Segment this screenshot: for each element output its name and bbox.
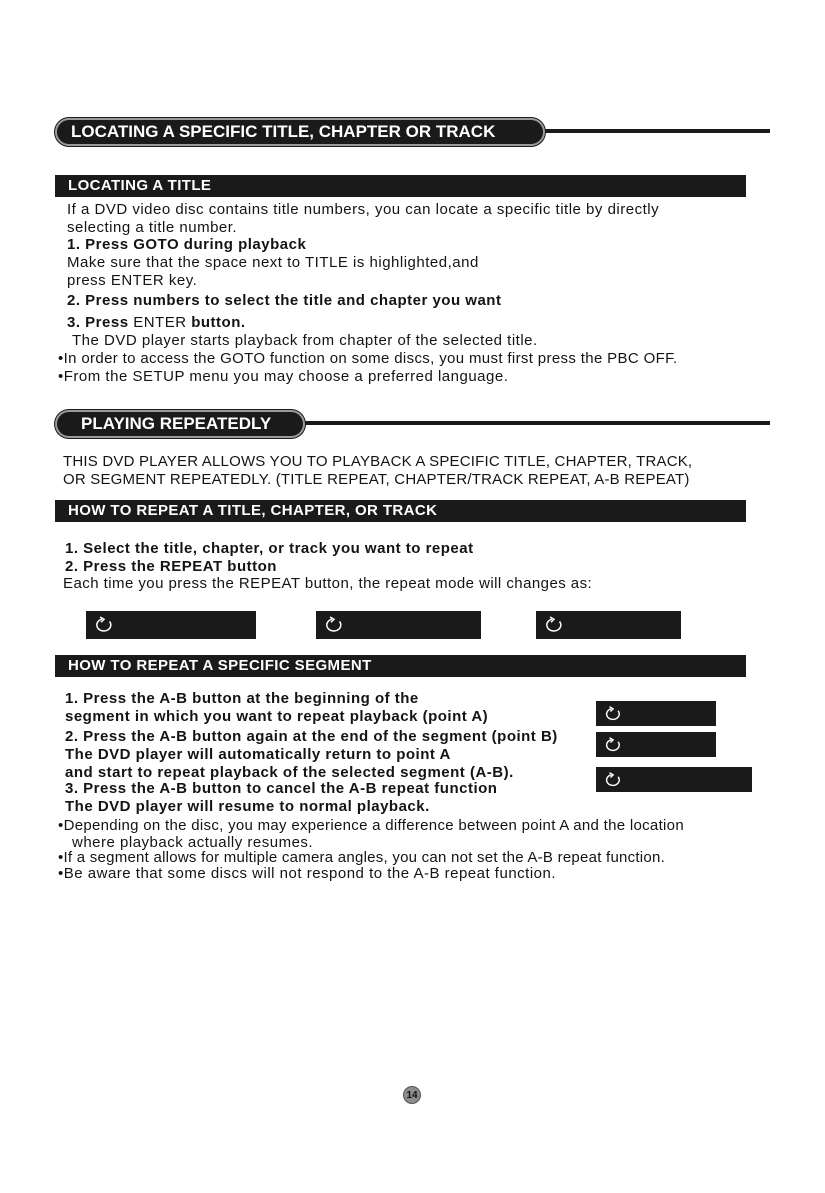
bullet: •	[58, 849, 64, 866]
ab-repeat-display-off	[596, 767, 752, 792]
page-number: 14	[403, 1086, 421, 1104]
step-3-suffix: button.	[191, 314, 246, 331]
repeat-icon	[604, 705, 624, 723]
repeat-icon	[94, 615, 116, 635]
section-rule	[300, 421, 770, 425]
segment-note-1-line-2: where playback actually resumes.	[72, 834, 314, 851]
repeat-step-2: 2. Press the REPEAT button	[65, 558, 277, 575]
repeat-mode-display-1	[86, 611, 256, 639]
segment-step-2-line-1: 2. Press the A-B button again at the end of the segment (point B)	[65, 728, 558, 745]
step-1-goto: 1. Press GOTO during playback	[67, 236, 307, 253]
repeat-step-2-desc: Each time you press the REPEAT button, the repeat mode will changes as:	[63, 575, 593, 592]
note-text: From the SETUP menu you may choose a preferred language.	[63, 368, 509, 385]
section-rule	[540, 129, 770, 133]
segment-note-1-line-1	[58, 817, 684, 835]
intro-line-2: selecting a title number.	[67, 219, 238, 236]
repeat-step-1: 1. Select the title, chapter, or track you want to repeat	[65, 540, 474, 557]
note-goto-pbc	[58, 350, 677, 368]
segment-step-2-line-3: and start to repeat playback of the selected segment (A-B).	[65, 764, 514, 781]
bullet: •	[58, 817, 64, 834]
repeat-icon	[604, 736, 624, 754]
step-3-label: 3. Press	[67, 314, 129, 331]
note-text: If a segment allows for multiple camera angles, you can not set the A-B repeat function.	[63, 849, 665, 866]
subsection-title-repeat-title: HOW TO REPEAT A TITLE, CHAPTER, OR TRACK	[55, 500, 746, 522]
step-2-numbers: 2. Press numbers to select the title and chapter you want	[67, 292, 502, 309]
bullet: •	[58, 368, 64, 385]
note-setup-language	[58, 368, 508, 386]
subsection-title-locating-title: LOCATING A TITLE	[55, 175, 746, 197]
note-text: Depending on the disc, you may experience a difference between point A and the location	[63, 817, 684, 834]
step-3-key: ENTER	[133, 314, 187, 331]
ab-repeat-display-a	[596, 701, 716, 726]
note-text: In order to access the GOTO function on some discs, you must first press the PBC OFF.	[63, 350, 678, 367]
subsection-title-repeat-segment: HOW TO REPEAT A SPECIFIC SEGMENT	[55, 655, 746, 677]
segment-step-3-line-2: The DVD player will resume to normal playback.	[65, 798, 430, 815]
step-3-desc: The DVD player starts playback from chapter of the selected title.	[72, 332, 538, 349]
bullet: •	[58, 865, 64, 882]
ab-repeat-display-ab	[596, 732, 716, 757]
intro-line-1: If a DVD video disc contains title numbers, you can locate a specific title by directly	[67, 201, 660, 218]
repeat-intro-2: OR SEGMENT REPEATEDLY. (TITLE REPEAT, CHAPTER/TRACK REPEAT, A-B REPEAT)	[63, 471, 690, 488]
repeat-mode-display-2	[316, 611, 481, 639]
repeat-icon	[544, 615, 566, 635]
note-text: Be aware that some discs will not respond to the A-B repeat function.	[63, 865, 557, 882]
step-1-desc-1: Make sure that the space next to TITLE is highlighted,and	[67, 254, 479, 271]
section-title-repeat: PLAYING REPEATEDLY	[55, 410, 305, 438]
segment-step-3-line-1: 3. Press the A-B button to cancel the A-B repeat function	[65, 780, 498, 797]
step-1-desc-2: press ENTER key.	[67, 272, 198, 289]
segment-step-2-line-2: The DVD player will automatically return to point A	[65, 746, 451, 763]
repeat-mode-display-3	[536, 611, 681, 639]
repeat-icon	[324, 615, 346, 635]
repeat-icon	[604, 771, 624, 789]
segment-step-1-line-2: segment in which you want to repeat playback (point A)	[65, 708, 489, 725]
segment-step-1-line-1: 1. Press the A-B button at the beginning of the	[65, 690, 419, 707]
section-title-locating: LOCATING A SPECIFIC TITLE, CHAPTER OR TRACK	[55, 118, 545, 146]
repeat-intro-1: THIS DVD PLAYER ALLOWS YOU TO PLAYBACK A SPECIFIC TITLE, CHAPTER, TRACK,	[63, 453, 693, 470]
bullet: •	[58, 350, 64, 367]
segment-note-3	[58, 865, 556, 883]
step-3-enter	[67, 314, 246, 332]
